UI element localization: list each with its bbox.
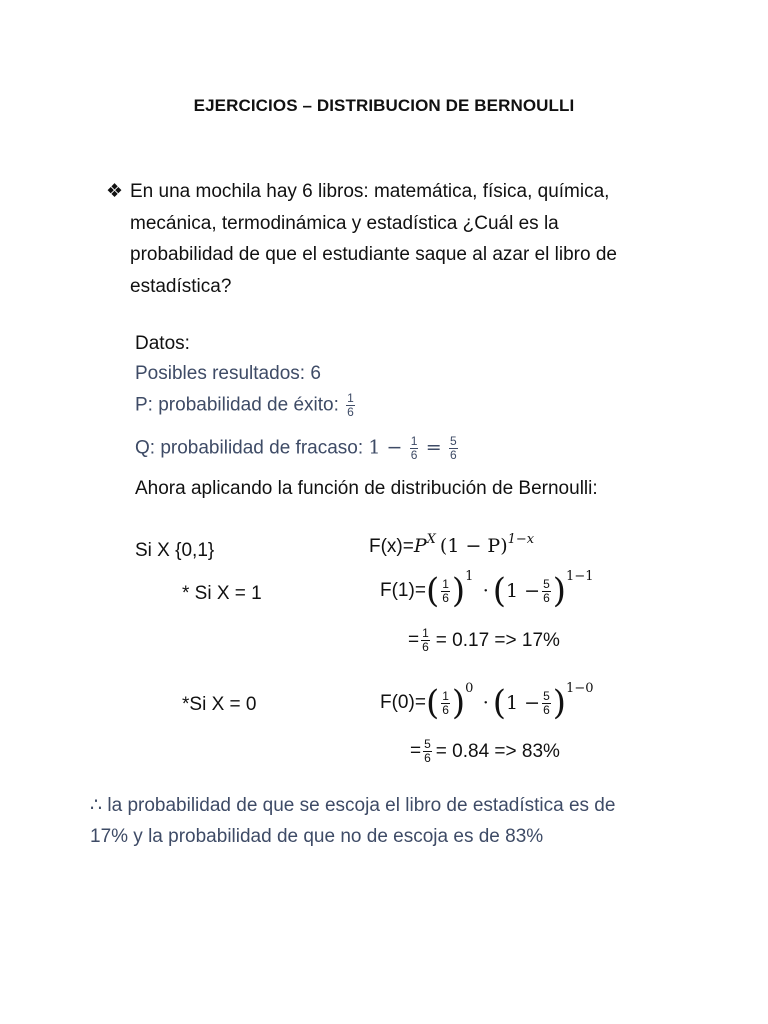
- case1-fraction-2: [542, 578, 551, 605]
- case0-result-fraction: [423, 738, 432, 765]
- q-fraction-1: [410, 435, 419, 462]
- case1-exponent-1: 1: [465, 569, 474, 585]
- case0-denominator-2: 6: [543, 702, 550, 717]
- case1-f-label: F(1)=: [380, 580, 426, 601]
- si-x-domain: Si X {0,1}: [135, 540, 215, 561]
- case0-fraction: [441, 690, 450, 717]
- q-numerator-1: 1: [410, 434, 418, 448]
- case1-result-denominator: 6: [422, 640, 429, 654]
- case1-result: [408, 627, 560, 654]
- case0-numerator-2: 5: [543, 688, 550, 703]
- case0-one: 1 −: [506, 692, 541, 714]
- p-numerator: 1: [347, 391, 354, 405]
- diamond-bullet-icon: ❖: [106, 181, 124, 202]
- q-one: 1 −: [368, 436, 403, 459]
- case0-result-numerator: 5: [424, 737, 431, 751]
- p-line: [135, 392, 357, 419]
- case0-formula: F(0)=( $\frac{1}{6}$ )$^0$ · (1 − $\frac{5}{6}$ )$^{1-0}$: [380, 681, 594, 723]
- case0-result: [410, 738, 560, 765]
- case0-numerator: 1: [442, 688, 449, 703]
- question-block: [106, 176, 666, 302]
- case1-result-numerator: 1: [422, 626, 429, 640]
- case1-label: * Si X = 1: [182, 583, 262, 604]
- question-line: probabilidad de que el estudiante saque al azar el libro de: [130, 244, 617, 265]
- p-label: P: probabilidad de éxito:: [135, 394, 339, 416]
- question-line: mecánica, termodinámica y estadística ¿Cuál es la: [130, 212, 559, 234]
- fx-exponent: X: [426, 532, 436, 547]
- case0-result-denominator: 6: [424, 751, 431, 765]
- case1-one: 1 −: [506, 580, 541, 602]
- q-line: [135, 435, 460, 462]
- case0-dot: ·: [482, 692, 489, 714]
- case1-denominator-2: 6: [543, 590, 550, 605]
- fx-base: P: [413, 535, 427, 557]
- datos-heading: Datos:: [135, 333, 190, 354]
- question-line: estadística?: [130, 275, 232, 297]
- fx-formula: [369, 532, 535, 558]
- case0-denominator: 6: [442, 702, 449, 717]
- conclusion-line-2: 17% y la probabilidad de que no de escoja es de 83%: [90, 826, 544, 847]
- case0-exponent-2: 1−0: [566, 681, 594, 697]
- case1-denominator: 6: [442, 590, 449, 605]
- p-denominator: 6: [347, 405, 354, 419]
- case0-result-eq: =: [410, 740, 422, 762]
- page-title: EJERCICIOS – DISTRIBUCION DE BERNOULLI: [193, 96, 575, 115]
- case1-result-eq: =: [408, 629, 420, 651]
- case1-dot: ·: [482, 580, 489, 602]
- case0-exponent-1: 0: [465, 681, 474, 697]
- case0-f-label: F(0)=: [380, 692, 426, 713]
- fx-exponent-2: 1−x: [507, 532, 535, 547]
- conclusion-line-1: la probabilidad de que se escoja el libro de estadística es de: [107, 795, 616, 816]
- question-line: En una mochila hay 6 libros: matemática, física, química,: [130, 181, 610, 202]
- case1-result-text: = 0.17 => 17%: [435, 629, 560, 651]
- case0-fraction-2: [542, 690, 551, 717]
- q-equals: =: [425, 436, 442, 459]
- case1-formula: F(1)=( $\frac{1}{6}$ )$^1$ · (1 − $\frac{5}{6}$ )$^{1-1}$: [380, 569, 594, 611]
- case1-numerator: 1: [442, 576, 449, 591]
- q-denominator-1: 6: [410, 448, 418, 462]
- fx-rest: (1 − P): [439, 535, 508, 557]
- therefore-icon: ∴: [90, 795, 103, 816]
- case1-numerator-2: 5: [543, 576, 550, 591]
- case1-fraction: [441, 578, 450, 605]
- case1-exponent-2: 1−1: [566, 569, 594, 585]
- case0-label: *Si X = 0: [182, 694, 257, 715]
- q-denominator-2: 6: [449, 448, 457, 462]
- case0-result-text: = 0.84 => 83%: [435, 740, 560, 762]
- conclusion: [90, 790, 690, 852]
- fx-label: F(x)=: [369, 536, 414, 557]
- q-fraction-2: [449, 435, 458, 462]
- aplicando-text: Ahora aplicando la función de distribución de Bernoulli:: [135, 478, 598, 499]
- posibles-resultados: Posibles resultados: 6: [135, 363, 321, 384]
- case1-result-fraction: [421, 627, 430, 654]
- q-label: Q: probabilidad de fracaso:: [135, 437, 364, 459]
- q-numerator-2: 5: [449, 434, 457, 448]
- p-fraction: [346, 392, 355, 419]
